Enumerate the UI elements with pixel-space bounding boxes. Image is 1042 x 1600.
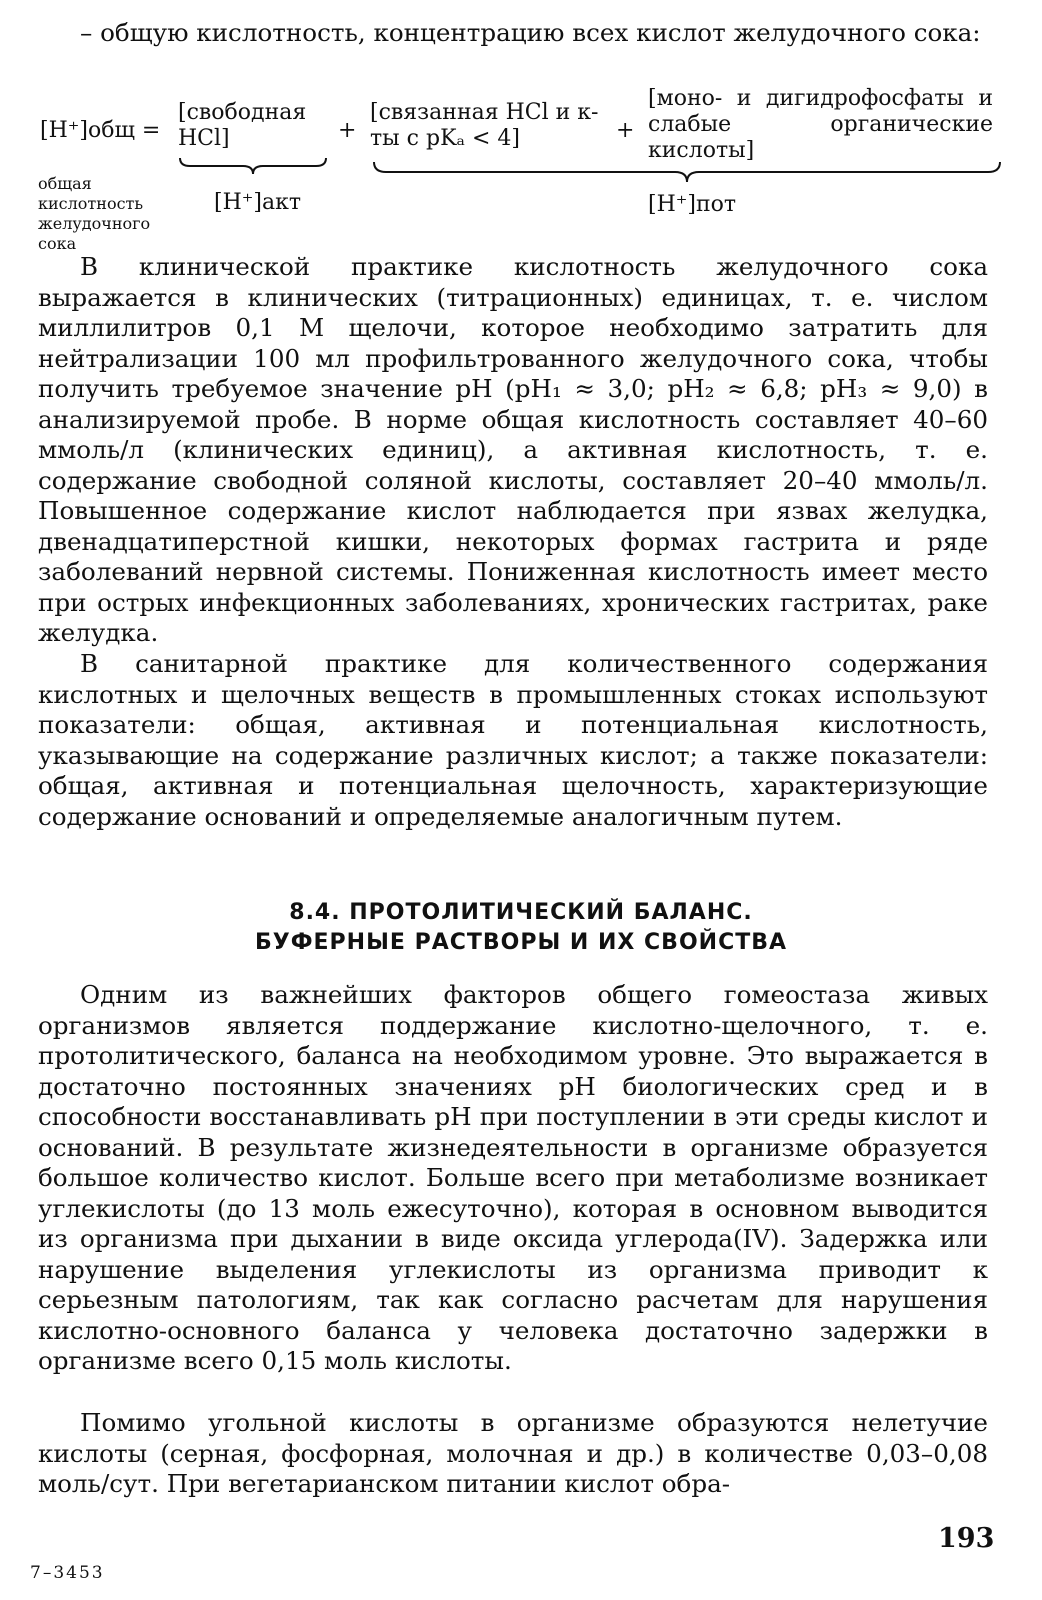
potential-acidity-label: [H⁺]пот [648,192,737,217]
formula-plus-1: + [338,118,357,143]
free-hcl-term: [свободная HCl] [178,100,307,151]
section-heading-line-2: БУФЕРНЫЕ РАСТВОРЫ И ИХ СВОЙСТВА [254,930,788,955]
total-acidity-formula [38,86,998,253]
bound-acid-term: [связанная HCl и к-ты с pKₐ < 4] [370,100,599,151]
paragraph-homeostasis: Одним из важнейших факторов общего гомеостаза живых организмов является поддержание кислотно-щелочного, т. е. протолитического, баланса на необходимом уровне. Это выражается в достаточно постоянных значениях pH биологических сред и в способности восстанавливать pH при поступлении в эти среды кислот и оснований. В результате жизнедеятельности в организме образуется большое количество кислот. Больше всего при метаболизме возникает углекислоты (до 13 моль ежесуточно), которая в основном выводится из организма при дыхании в виде оксида углерода(IV). Задержка или нарушение выделения углекислоты из организма приводит к серьезным патологиям, так как согласно расчетам для нарушения кислотно-основного баланса у человека достаточно задержки в организме всего 0,15 моль кислоты. [38,980,988,1375]
paragraph-nonvolatile-acids: Помимо угольной кислоты в организме образуются нелетучие кислоты (серная, фосфорная, молочная и др.) в количестве 0,03–0,08 моль/сут. При вегетарианском питании кислот обра- [38,1408,988,1498]
formula-lhs: [H⁺]общ = [40,118,161,143]
intro-line: – общую кислотность, концентрацию всех кислот желудочного сока: [80,18,981,47]
section-heading-line-1: 8.4. ПРОТОЛИТИЧЕСКИЙ БАЛАНС. [289,900,753,925]
paragraph-sanitary: В санитарной практике для количественного содержания кислотных и щелочных веществ в промышленных стоках используют показатели: общая, активная и потенциальная кислотность, указывающие на содержание различных кислот; а также показатели: общая, активная и потенциальная щелочность, характеризующие содержание оснований и определяемые аналогичным путем. [38,649,988,831]
active-acidity-label: [H⁺]акт [214,190,302,215]
paragraph-clinical: В клинической практике кислотность желудочного сока выражается в клинических (титрационных) единицах, т. е. числом миллилитров 0,1 М щелочи, которое необходимо затратить для нейтрализации 100 мл профильтрованного желудочного сока, чтобы получить требуемое значение pH (pH₁ ≈ 3,0; pH₂ ≈ 6,8; pH₃ ≈ 9,0) в анализируемой пробе. В норме общая кислотность составляет 40–60 ммоль/л (клинических единиц), а активная кислотность, т. е. содержание свободной соляной кислоты, составляет 20–40 ммоль/л. Повышенное содержание кислот наблюдается при язвах желудка, двенадцатиперстной кишки, некоторых формах гастрита и ряде заболеваний нервной системы. Пониженная кислотность имеет место при острых инфекционных заболеваниях, хронических гастритах, раке желудка. [38,252,988,647]
formula-plus-2: + [616,118,635,143]
free-hcl-brace [178,156,328,176]
formula-lhs-caption: общая кислотность желудочного сока [38,174,151,253]
page-number: 193 [938,1523,995,1554]
printer-signature: 7–3453 [30,1563,105,1583]
phosphates-term: [моно- и дигидрофосфаты и слабые органические кислоты] [648,86,993,163]
potential-acidity-brace [372,160,1002,184]
